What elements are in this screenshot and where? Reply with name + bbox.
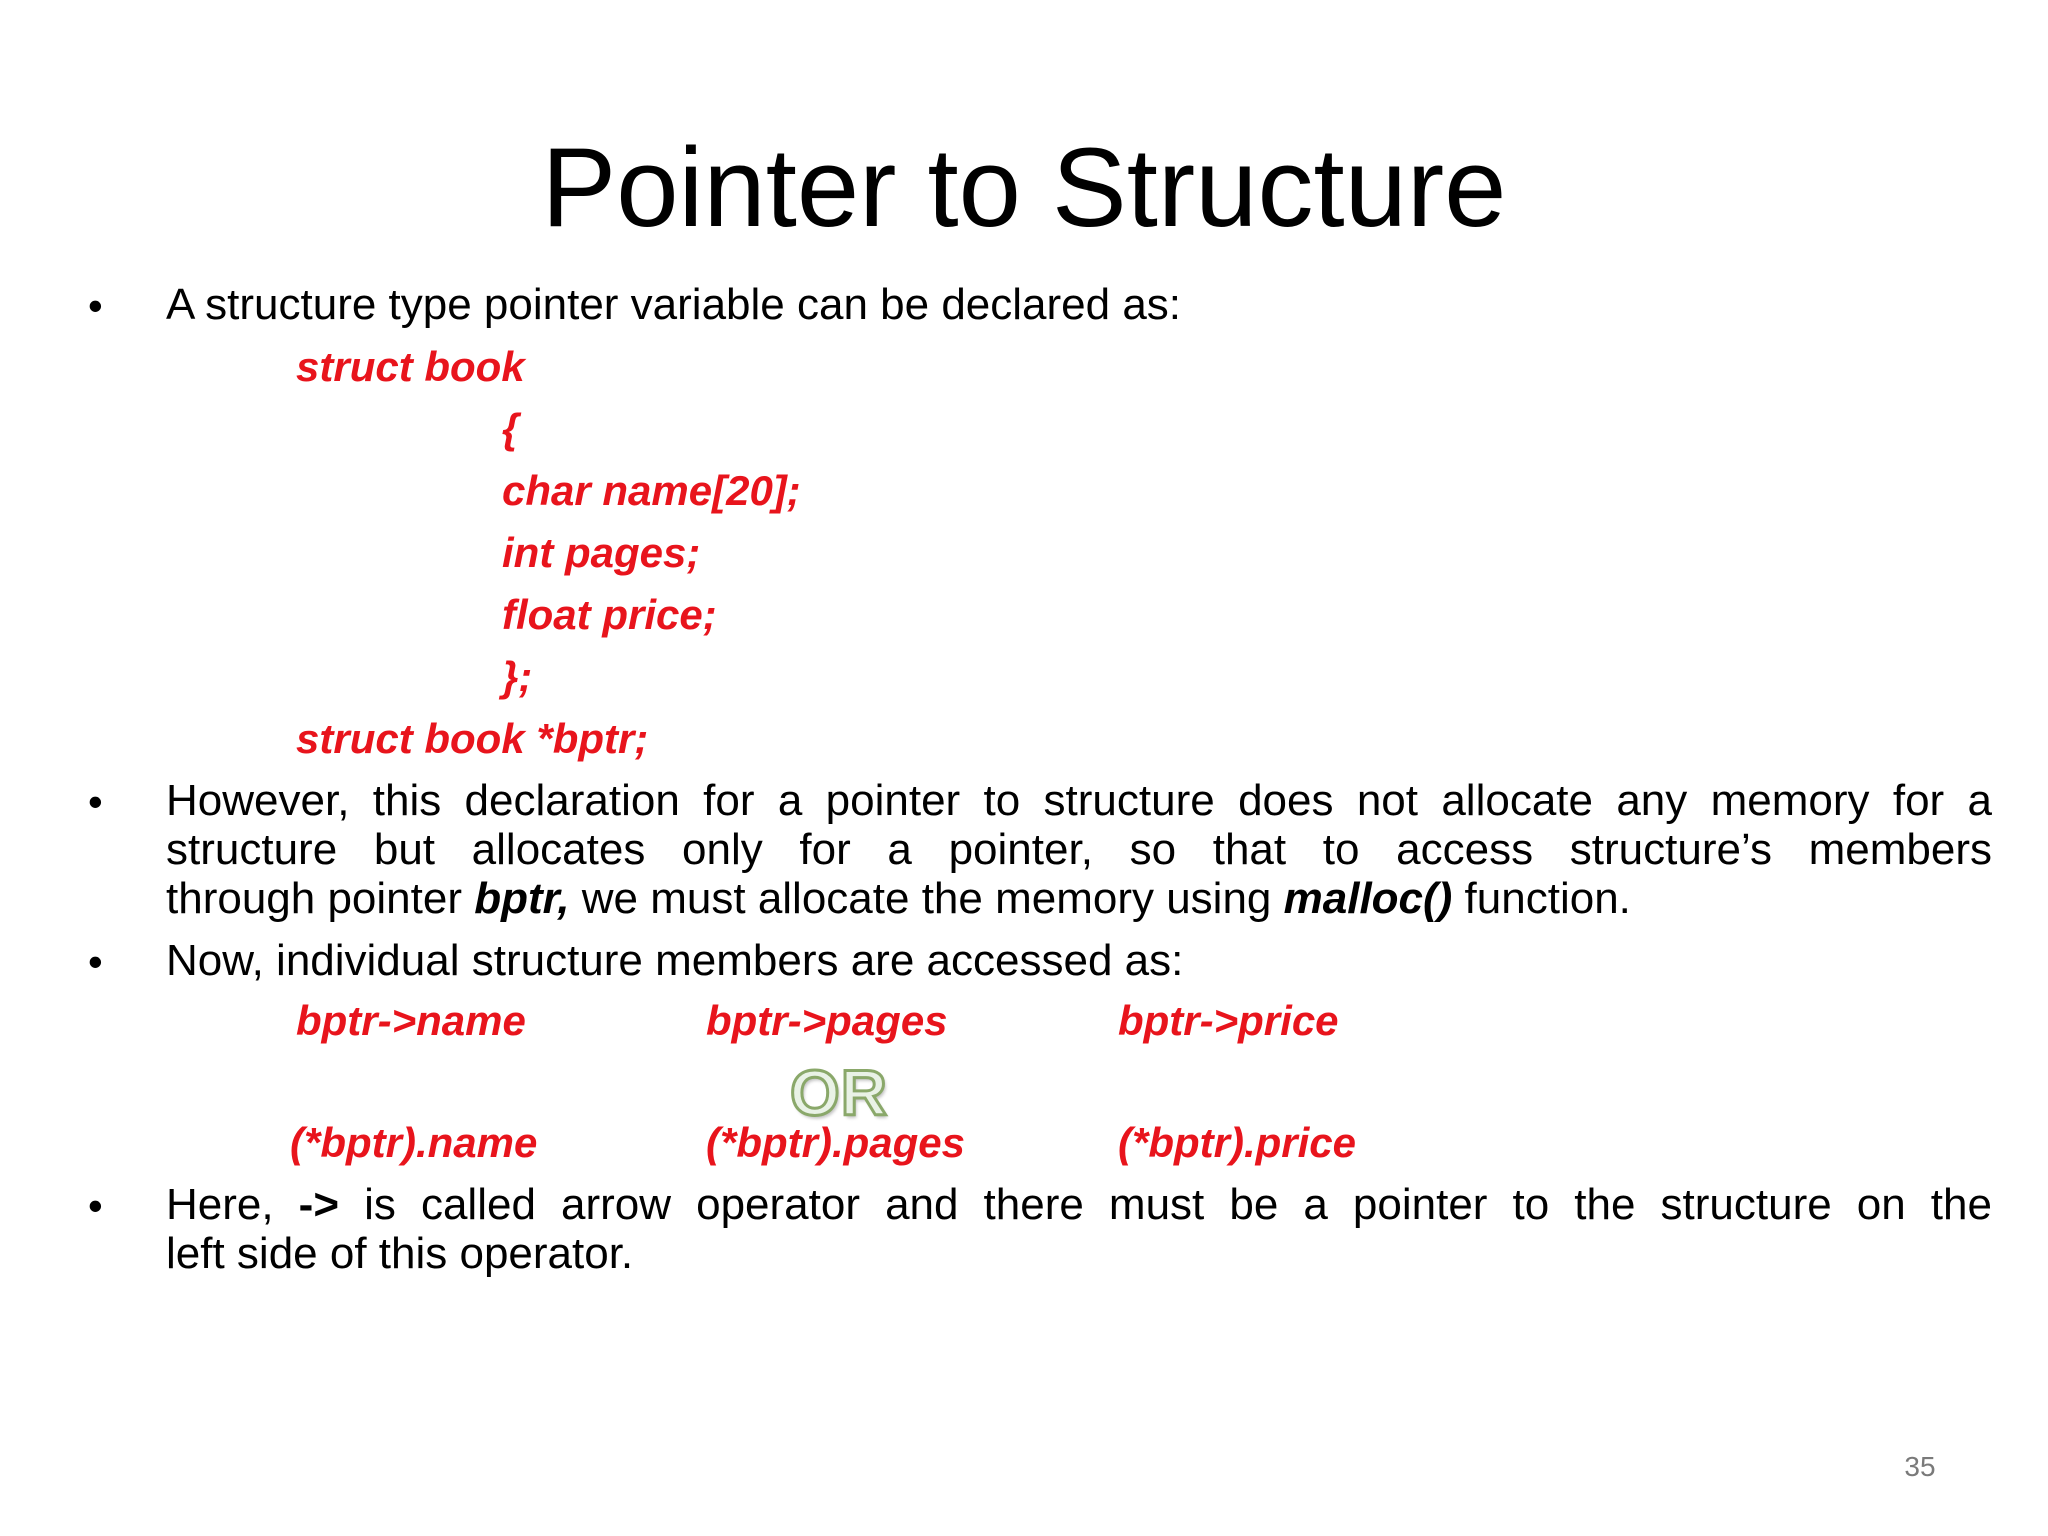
deref-access-name: (*bptr).name [290,1119,538,1166]
slide-title: Pointer to Structure [541,125,1507,250]
bullet-dot: • [88,282,103,329]
bullet-4-text-segment: Here, [166,1180,299,1229]
code-member-price: float price; [502,591,717,638]
code-struct-header: struct book [296,343,525,390]
deref-access-price: (*bptr).price [1118,1119,1357,1166]
bullet-2-line-1: However, this declaration for a pointer to structure does not allocate any memory for a [166,776,1992,825]
malloc-emphasis: malloc() [1283,874,1453,923]
bullet-4-line-1 [166,1180,1992,1229]
page-number: 35 [1904,1451,1936,1482]
bullet-2-line-3 [166,874,1992,923]
bullet-4-line-2: left side of this operator. [166,1229,634,1278]
bullet-2-text [166,776,1992,923]
bullet-4-text-segment: is called arrow operator and there must be a pointer to the structure on the [339,1180,1992,1229]
arrow-access-name: bptr->name [296,997,526,1044]
bullet-2-text-segment: we must allocate the memory using [569,874,1284,923]
bullet-2-text-segment: through pointer [166,874,475,923]
code-member-pages: int pages; [502,529,701,576]
bptr-emphasis: bptr, [474,874,570,923]
bullet-dot: • [88,938,103,985]
bullet-2-text-segment: function. [1452,874,1631,923]
bullet-1-text: A structure type pointer variable can be declared as: [166,280,1182,329]
arrow-operator-emphasis: -> [298,1180,340,1229]
arrow-access-price: bptr->price [1118,997,1339,1044]
code-member-name: char name[20]; [502,467,801,514]
or-label: OR [790,1057,888,1129]
bullet-dot: • [88,778,103,825]
bullet-4-text [166,1180,1992,1278]
bullet-2-line-2: structure but allocates only for a pointer, so that to access structure’s members [166,825,1992,874]
bullet-3-text: Now, individual structure members are accessed as: [166,936,1184,985]
code-open-brace: { [502,405,519,452]
code-close-brace: }; [502,653,533,700]
arrow-access-pages: bptr->pages [706,997,948,1044]
code-pointer-declaration: struct book *bptr; [296,715,649,762]
bullet-dot: • [88,1182,103,1229]
deref-access-pages: (*bptr).pages [706,1119,966,1166]
